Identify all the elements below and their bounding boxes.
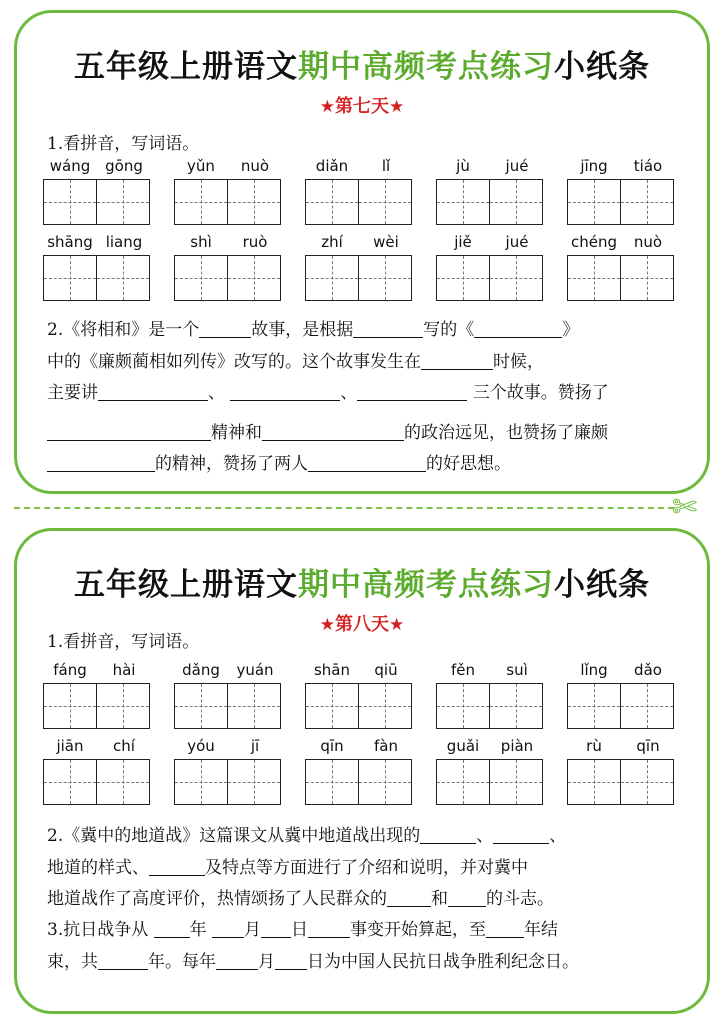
q3-text: 束，共 xyxy=(47,951,98,972)
pinyin-syllable: jiě xyxy=(454,233,472,251)
writing-grid[interactable] xyxy=(305,759,412,805)
writing-grid[interactable] xyxy=(43,759,150,805)
title-part-green: 期中高频考点练习 xyxy=(298,49,554,85)
pinyin-syllable: jué xyxy=(505,157,529,175)
writing-grid[interactable] xyxy=(174,255,281,301)
q2-text: 的精神，赞扬了两人 xyxy=(155,454,308,474)
question-1-heading: 1.看拼音，写词语。 xyxy=(47,134,200,154)
fill-blank[interactable] xyxy=(308,918,350,938)
q3-text: 月 xyxy=(258,951,275,972)
pinyin-syllable: diǎn xyxy=(315,157,349,175)
pinyin-item xyxy=(567,233,677,305)
writing-grid[interactable] xyxy=(43,255,150,301)
pinyin-item xyxy=(305,157,415,229)
pinyin-syllable: yóu xyxy=(187,737,215,755)
day-text: 第八天 xyxy=(335,614,389,635)
pinyin-syllable: jīng xyxy=(580,157,608,175)
writing-grid[interactable] xyxy=(43,683,150,729)
fill-blank[interactable] xyxy=(275,950,307,970)
pinyin-syllable: nuò xyxy=(633,233,663,251)
exercise-card-day7 xyxy=(14,10,710,494)
writing-grid[interactable] xyxy=(305,179,412,225)
fill-blank[interactable] xyxy=(212,918,244,938)
pinyin-item xyxy=(436,157,546,229)
q3-text: 日为中国人民抗日战争胜利纪念日。 xyxy=(307,951,579,972)
fill-blank[interactable] xyxy=(154,918,190,938)
pinyin-row xyxy=(43,661,683,733)
title-part-black: 五年级上册语文 xyxy=(74,49,298,85)
fill-blank[interactable] xyxy=(420,824,476,844)
question-2-paragraph xyxy=(47,315,695,481)
pinyin-syllable: chéng xyxy=(570,233,617,251)
card-title xyxy=(17,559,707,604)
fill-blank[interactable] xyxy=(353,318,423,338)
pinyin-item xyxy=(43,661,153,733)
fill-blank[interactable] xyxy=(199,318,251,338)
fill-blank[interactable] xyxy=(486,918,524,938)
star-icon: ★ xyxy=(389,615,405,635)
q2-text: 地道战作了高度评价，热情颂扬了人民群众的 xyxy=(47,889,387,909)
q3-text: 年。每年 xyxy=(148,951,216,972)
pinyin-syllable: piàn xyxy=(500,737,534,755)
pinyin-syllable: suì xyxy=(506,661,528,679)
pinyin-syllable: fàn xyxy=(374,737,398,755)
pinyin-row xyxy=(43,233,683,305)
q2-text: 地道的样式、 xyxy=(47,857,149,878)
title-part-green: 期中高频考点练习 xyxy=(298,567,554,603)
pinyin-syllable: tiáo xyxy=(633,157,663,175)
q2-text: 》 xyxy=(562,320,580,340)
q2-text: 写的《 xyxy=(423,320,475,340)
star-icon: ★ xyxy=(319,97,335,117)
title-part-black-end: 小纸条 xyxy=(554,49,650,85)
q2-text: 、 xyxy=(476,826,494,846)
pinyin-syllable: dǎo xyxy=(634,661,662,679)
pinyin-syllable: shāng xyxy=(47,233,93,251)
fill-blank[interactable] xyxy=(98,381,208,401)
writing-grid[interactable] xyxy=(305,255,412,301)
pinyin-syllable: rù xyxy=(586,737,602,755)
pinyin-syllable: liang xyxy=(105,233,143,251)
fill-blank[interactable] xyxy=(421,350,493,370)
pinyin-syllable: nuò xyxy=(240,157,270,175)
q2-text: 精神和 xyxy=(211,422,262,443)
writing-grid[interactable] xyxy=(174,179,281,225)
q2-text: 的好思想。 xyxy=(426,454,511,474)
fill-blank[interactable] xyxy=(216,950,258,970)
fill-blank[interactable] xyxy=(474,318,562,338)
pinyin-item xyxy=(567,661,677,733)
q2-text: 主要讲 xyxy=(47,383,98,403)
question-1-heading: 1.看拼音，写词语。 xyxy=(47,632,200,652)
title-part-black-end: 小纸条 xyxy=(554,567,650,603)
q2-text: 、 xyxy=(340,383,358,403)
writing-grid[interactable] xyxy=(436,255,543,301)
pinyin-syllable: qīn xyxy=(320,737,344,755)
q3-text: 日 xyxy=(291,920,309,940)
writing-grid[interactable] xyxy=(567,179,674,225)
card-title xyxy=(17,41,707,86)
title-part-black: 五年级上册语文 xyxy=(74,567,298,603)
pinyin-syllable: shān xyxy=(313,661,351,679)
pinyin-item xyxy=(174,737,284,809)
q2-text: 2.《冀中的地道战》这篇课文从冀中地道战出现的 xyxy=(47,826,421,846)
pinyin-item xyxy=(174,157,284,229)
q2-text: 中的《廉颇蔺相如列传》改写的。这个故事发生在 xyxy=(47,351,421,372)
cut-line-divider xyxy=(14,507,674,509)
exercise-card-day8 xyxy=(14,528,710,1014)
pinyin-syllable: jù xyxy=(456,157,470,175)
fill-blank[interactable] xyxy=(357,381,467,401)
q2-text: 及特点等方面进行了介绍和说明，并对冀中 xyxy=(205,857,528,878)
pinyin-syllable: lǐ xyxy=(381,157,391,175)
q2-text: 故事，是根据 xyxy=(251,320,354,340)
pinyin-item xyxy=(174,233,284,305)
writing-grid[interactable] xyxy=(567,683,674,729)
q2-text: 的斗志。 xyxy=(486,889,554,909)
pinyin-item xyxy=(436,737,546,809)
pinyin-row xyxy=(43,737,683,809)
fill-blank[interactable] xyxy=(448,887,486,907)
fill-blank[interactable] xyxy=(47,421,211,441)
q3-text: 事变开始算起，至 xyxy=(350,920,487,940)
pinyin-item xyxy=(43,157,153,229)
pinyin-syllable: gōng xyxy=(105,157,143,175)
q2-text: 三个故事。赞扬了 xyxy=(472,383,609,403)
pinyin-syllable: chí xyxy=(113,737,135,755)
writing-grid[interactable] xyxy=(174,683,281,729)
q2-text: 2.《将相和》是一个 xyxy=(47,320,200,340)
writing-grid[interactable] xyxy=(305,683,412,729)
pinyin-syllable: jué xyxy=(505,233,529,251)
pinyin-syllable: jī xyxy=(250,737,260,755)
fill-blank[interactable] xyxy=(387,887,431,907)
pinyin-syllable: qiū xyxy=(374,661,398,679)
star-icon: ★ xyxy=(319,615,335,635)
pinyin-syllable: zhí xyxy=(321,233,343,251)
writing-grid[interactable] xyxy=(43,179,150,225)
fill-blank[interactable] xyxy=(149,856,205,876)
q2-text: 的政治远见，也赞扬了廉颇 xyxy=(404,422,608,443)
writing-grid[interactable] xyxy=(174,759,281,805)
question-2-paragraph xyxy=(47,821,695,916)
q3-text: 年 xyxy=(189,920,207,940)
pinyin-syllable: hài xyxy=(112,661,136,679)
fill-blank[interactable] xyxy=(261,918,291,938)
pinyin-syllable: yǔn xyxy=(187,157,215,175)
pinyin-syllable: jiān xyxy=(56,737,84,755)
pinyin-item xyxy=(567,737,677,809)
fill-blank[interactable] xyxy=(98,950,148,970)
pinyin-item xyxy=(305,661,415,733)
pinyin-syllable: qīn xyxy=(636,737,660,755)
writing-grid[interactable] xyxy=(567,759,674,805)
day-label xyxy=(17,92,707,118)
pinyin-item xyxy=(43,233,153,305)
pinyin-syllable: shì xyxy=(190,233,212,251)
pinyin-syllable: lǐng xyxy=(580,661,608,679)
question-3-paragraph xyxy=(47,915,695,978)
fill-blank[interactable] xyxy=(262,421,404,441)
pinyin-item xyxy=(43,737,153,809)
scissors-icon: ✄ xyxy=(672,490,698,525)
pinyin-syllable: fěn xyxy=(450,661,476,679)
pinyin-row xyxy=(43,157,683,229)
pinyin-item xyxy=(436,661,546,733)
writing-grid[interactable] xyxy=(436,683,543,729)
pinyin-item xyxy=(305,737,415,809)
writing-grid[interactable] xyxy=(436,759,543,805)
star-icon: ★ xyxy=(389,97,405,117)
q2-text: 时候， xyxy=(493,351,544,372)
fill-blank[interactable] xyxy=(308,452,426,472)
day-text: 第七天 xyxy=(335,96,389,117)
pinyin-syllable: ruò xyxy=(242,233,268,251)
fill-blank[interactable] xyxy=(493,824,549,844)
pinyin-item xyxy=(305,233,415,305)
writing-grid[interactable] xyxy=(436,179,543,225)
q3-text: 月 xyxy=(244,920,262,940)
writing-grid[interactable] xyxy=(567,255,674,301)
q2-text: 、 xyxy=(208,383,225,403)
q2-text: 和 xyxy=(431,889,448,909)
pinyin-item xyxy=(436,233,546,305)
pinyin-syllable: dǎng xyxy=(182,661,220,679)
fill-blank[interactable] xyxy=(47,452,155,472)
pinyin-syllable: wèi xyxy=(373,233,399,251)
pinyin-item xyxy=(174,661,284,733)
q3-text: 3.抗日战争从 xyxy=(47,920,149,940)
pinyin-syllable: yuán xyxy=(236,661,274,679)
q2-text: 、 xyxy=(549,826,567,846)
pinyin-syllable: guǎi xyxy=(446,737,480,755)
pinyin-item xyxy=(567,157,677,229)
q3-text: 年结 xyxy=(524,920,559,940)
pinyin-syllable: wáng xyxy=(49,157,91,175)
fill-blank[interactable] xyxy=(230,381,340,401)
pinyin-syllable: fáng xyxy=(53,661,87,679)
